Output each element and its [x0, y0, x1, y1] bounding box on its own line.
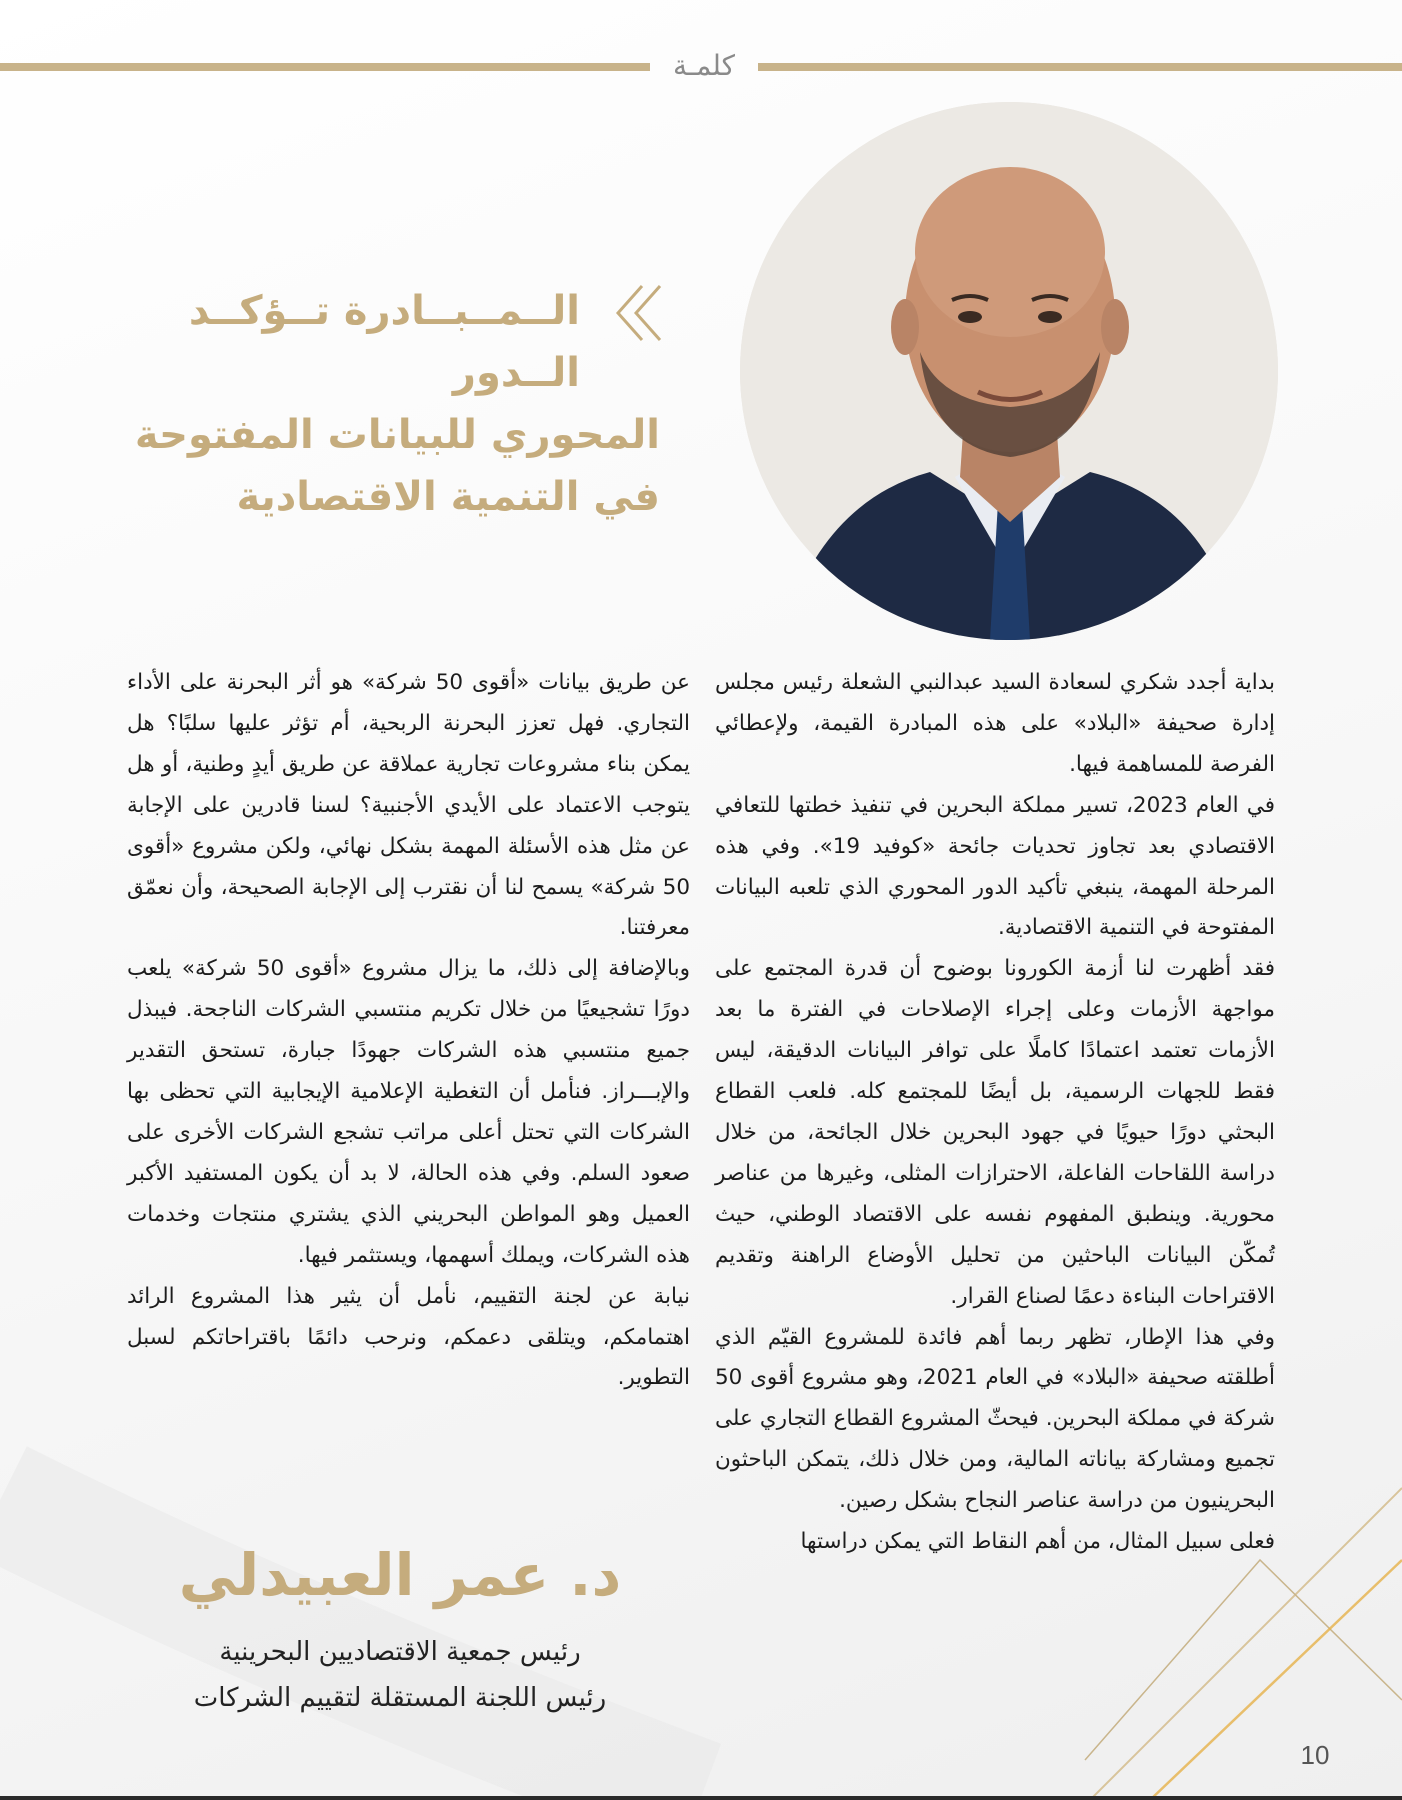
portrait-photo — [740, 102, 1278, 640]
headline — [100, 280, 660, 528]
page-number: 10 — [1300, 1740, 1330, 1770]
paragraph: وفي هذا الإطار، تظهر ربما أهم فائدة للمشروع القيّم الذي أطلقته صحيفة «البلاد» في العام 2021، وهو مشروع أقوى 50 شركة في مملكة البحرين. فيحثّ المشروع القطاع التجاري على تجميع ومشاركة بياناته المالية، ومن خلال ذلك، يتمكن الباحثون البحرينيون من دراسة عناصر النجاح بشكل رصين. — [715, 1324, 1275, 1514]
top-rule-left — [0, 63, 650, 71]
paragraph: فقد أظهرت لنا أزمة الكورونا بوضوح أن قدرة المجتمع على مواجهة الأزمات وعلى إجراء الإصلاحات في الفترة ما بعد الأزمات تعتمد اعتمادًا كاملًا على توافر البيانات الدقيقة، ليس فقط للجهات الرسمية، بل أيضًا للمجتمع كله. فلعب القطاع البحثي دورًا حيويًا في جهود البحرين خلال الجائحة، من خلال دراسة اللقاحات الفاعلة، الاحترازات المثلى، وغيرها من عناصر محورية. وينطبق المفهوم نفسه على الاقتصاد الوطني، حيث تُمكّن البيانات الباحثين من تحليل الأوضاع الراهنة وتقديم الاقتراحات البناءة دعمًا لصناع القرار. — [715, 956, 1275, 1309]
paragraph: فعلى سبيل المثال، من أهم النقاط التي يمكن دراستها — [800, 1529, 1275, 1555]
paragraph: بداية أجدد شكري لسعادة السيد عبدالنبي الشعلة رئيس مجلس إدارة صحيفة «البلاد» على هذه المبادرة القيمة، ولإعطائي الفرصة للمساهمة فيها. — [715, 670, 1275, 777]
author-role-1: رئيس جمعية الاقتصاديين البحرينية — [219, 1637, 581, 1667]
headline-line-3: في التنمية الاقتصادية — [236, 474, 660, 520]
top-rule-right — [758, 63, 1402, 71]
paragraph: عن طريق بيانات «أقوى 50 شركة» هو أثر البحرنة على الأداء التجاري. فهل تعزز البحرنة الربحية، أم تؤثر عليها سلبًا؟ هل يمكن بناء مشروعات تجارية عملاقة عن طريق أيدٍ وطنية، أو هل يتوجب الاعتماد على الأيدي الأجنبية؟ لسنا قادرين على الإجابة عن مثل هذه الأسئلة المهمة بشكل نهائي، ولكن مشروع «أقوى 50 شركة» يسمح لنا أن نقترب إلى الإجابة الصحيحة، وأن نعمّق معرفتنا. — [127, 670, 690, 941]
paragraph: وبالإضافة إلى ذلك، ما يزال مشروع «أقوى 50 شركة» يلعب دورًا تشجيعيًا من خلال تكريم منتسبي الشركات الناجحة. فيبذل جميع منتسبي هذه الشركات جهودًا جبارة، تستحق التقدير والإبـــراز. فنأمل أن التغطية الإعلامية الإيجابية التي تحظى بها الشركات التي تحتل أعلى مراتب تشجع الشركات الأخرى على صعود السلم. وفي هذه الحالة، لا بد أن يكون المستفيد الأكبر العميل وهو المواطن البحريني الذي يشتري منتجات وخدمات هذه الشركات، ويملك أسهمها، ويستثمر فيها. — [127, 956, 690, 1268]
headline-line-1: الــمــبــادرة تــؤكــد الــدور — [188, 288, 580, 396]
article-column-left — [127, 663, 690, 1399]
paragraph: نيابة عن لجنة التقييم، نأمل أن يثير هذا المشروع الرائد اهتمامكم، ويتلقى دعمكم، ونرحب دائمًا باقتراحاتكم لسبل التطوير. — [127, 1283, 690, 1391]
article-column-right — [715, 663, 1275, 1563]
author-signature: د. عمر العبيدلي — [178, 1541, 622, 1609]
paragraph: في العام 2023، تسير مملكة البحرين في تنفيذ خطتها للتعافي الاقتصادي بعد تجاوز تحديات جائحة «كوفيد 19». وفي هذه المرحلة المهمة، ينبغي تأكيد الدور المحوري الذي تلعبه البيانات المفتوحة في التنمية الاقتصادية. — [715, 792, 1276, 941]
author-role-2: رئيس اللجنة المستقلة لتقييم الشركات — [193, 1683, 607, 1713]
bottom-rule — [0, 1796, 1402, 1800]
section-label: كلمـة — [672, 49, 735, 82]
headline-line-2: المحوري للبيانات المفتوحة — [134, 412, 660, 458]
